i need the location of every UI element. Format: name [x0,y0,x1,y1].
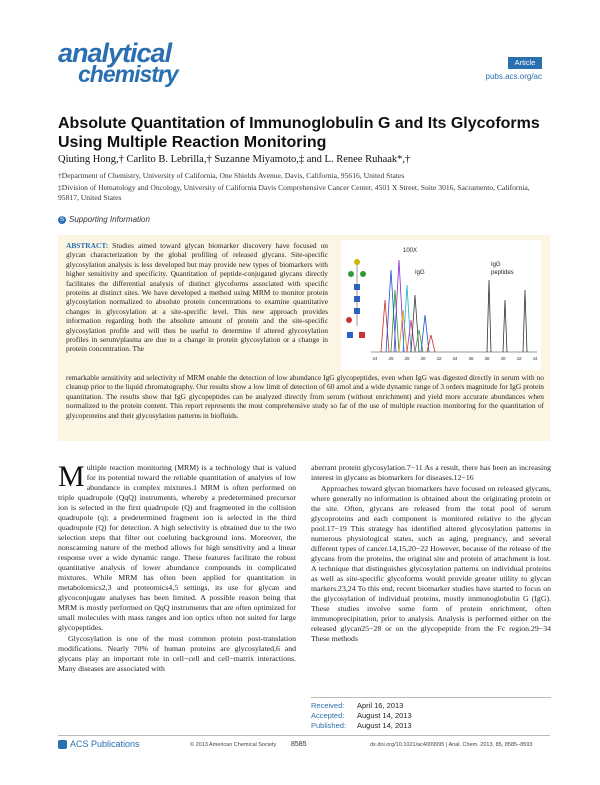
copyright-notice: © 2013 American Chemical Society [190,742,277,748]
logo-line-1: analytical [58,38,172,68]
affiliation-2: ‡Division of Hematology and Oncology, University of California Davis Comprehensive Cancer Center, 4501 X Street, Suite 3016, Sacramento, California, 95817, United States [58,183,530,202]
author-list: Qiuting Hong,† Carlito B. Lebrilla,† Suzanne Miyamoto,‡ and L. Renee Ruhaak*,† [58,154,411,165]
received-label: Received: [311,701,345,710]
abstract-text-top [66,241,328,354]
abstract-label: ABSTRACT: [66,241,109,250]
toc-graphic [341,240,541,370]
article-badge: Article [508,57,542,69]
peptide-peaks [487,280,527,352]
page-number: 8585 [291,741,307,748]
axis-tick-label: 32 [436,356,442,361]
body-paragraph-3: aberrant protein glycosylation.7−11 As a result, there has been an increasing interest in glycans as biomarkers for diseases.12−16 [311,463,551,482]
accepted-label: Accepted: [311,711,345,720]
logo-line-2: chemistry [78,61,178,87]
label-igg-2: IgG [491,262,501,268]
journal-logo [58,40,238,92]
supporting-info-label: Supporting Information [69,215,150,224]
body-paragraph-4: Approaches toward glycan biomarkers have focused on released glycans, where generally no information is obtained about the originating protein or the site. Often, glycans are released from the total pool of serum glycoproteins and each component is monitored relative to the glycan pool.17−19 This strategy has identified altered glycosylation patterns in numerous physiological states, such as aging, pregnancy, and several different types of cancer.14,15,20−22 However, because of the release of the glycans from the proteins, the original site and protein of attachment is lost. A technique that distinguishes glycosylation patterns on individual proteins as well as site-specific glycoforms would provide greater utility to glycan markers.23,24 To this end, recent biomarker studies have started to focus on the glycosylation of individual proteins, mostly immunoglobulin G (IgG). These studies involve some form of protein enrichment, often immunoprecipitation, prior to analysis. Analysis is performed either on the released glycan25−28 or on the glycopeptide from the Fc region.29−34 These methods [311,484,551,643]
toc-chromatogram [341,240,541,370]
axis-tick-label: 44 [532,356,538,361]
accepted-row [311,711,551,721]
acs-publications-label: ACS Publications [70,739,140,749]
published-label: Published: [311,721,347,730]
glycan-structure-icon [346,259,366,338]
axis-tick-label: 38 [484,356,490,361]
axis-tick-labels [372,356,538,361]
published-date: August 14, 2013 [357,721,412,730]
axis-tick-label: 28 [404,356,410,361]
body-column-right [311,463,551,644]
axis-tick-label: 36 [468,356,474,361]
axis-tick-label: 26 [388,356,394,361]
published-row [311,721,551,731]
accepted-date: August 14, 2013 [357,711,412,720]
date-block [311,697,551,731]
acs-publications-logo[interactable] [58,739,140,749]
supporting-info-link[interactable] [58,215,150,224]
supporting-info-icon: S [59,216,64,223]
article-title: Absolute Quantitation of Immunoglobulin G and Its Glycoforms Using Multiple Reaction Monitoring [58,115,540,151]
received-row [311,701,551,711]
axis-tick-label: 24 [372,356,378,361]
doi-link[interactable]: dx.doi.org/10.1021/ac4009995 | Anal. Chem. 2013, 85, 8585−8593 [370,742,533,748]
footer-divider [58,735,550,736]
axis-tick-label: 42 [516,356,522,361]
abstract-body-top: Studies aimed toward glycan biomarker discovery have focused on glycan characterization by the global profiling of released glycans. Site-specific glycosylation analysis is less developed but may provide new types of biomarkers with higher sensitivity and specificity. Quantitation of peptide-conjugated glycans directly facilitates the differential analysis of distinct glycoforms associated with specific proteins at distinct sites. We have developed a method using MRM to monitor protein glycosylation normalized to absolute protein concentrations to examine quantitative changes in glycosylation at a site-specific level. This new approach provides information regarding both the absolute amount of protein and the site-specific glycosylation profile and will thus be useful to determine if altered glycosylation profiles in serum/plasma are due to a change in protein glycosylation or a change in protein concentration. The [66,241,328,354]
body-column-left [58,460,296,674]
label-igg-1: IgG [415,270,425,276]
glycopeptide-peaks [381,260,435,352]
label-100x: 100X [403,248,418,254]
axis-tick-label: 40 [500,356,506,361]
axis-tick-label: 30 [420,356,426,361]
abstract-body-bottom: remarkable sensitivity and selectivity of MRM enable the detection of low abundance IgG glycopeptides, even when IgG was digested directly in serum with no cleanup prior to the liquid chromatography. Our results show a low limit of detection of 60 amol and a wide dynamic range of 3 orders magnitude for IgG protein quantitation. The results show that IgG glycopeptides can be analyzed directly from serum (without enrichment) and yield more accurate abundances when normalized to the protein content. This report represents the most comprehensive study so far of the use of multiple reaction monitoring for the quantitation of glycoproteins and their glycosylation patterns in biofluids. [66,373,544,420]
body-paragraph-1: ultiple reaction monitoring (MRM) is a technology that is valued for its potential toward the reliable quantitation of analytes of low abundance in complex mixtures.1 MRM is often performed on triple quadrupole (QqQ) instruments, whereby a predetermined precursor ion is selected in the first quadrupole (Q) and fragmented in the collision quadrupole (q); a predetermined fragment ion is selected in the third quadrupole (Q) for detection. A high selectivity is obtained due to the two selection steps that filter out coeluting background ions. Moreover, the nonscanning nature of the method allows for high sensitivity and a linear response over a wide dynamic range. These features facilitate the robust quantitative analysis of lower abundance compounds in complicated mixtures. While MRM has often been applied for quantitation in metabolomics2,3 and proteomics4,5 settings, its use for glycan and glycoconjugate analyses has been limited. A possible reason being that MRM is mostly performed on QqQ instruments that are often optimized for small molecules with mass ranges and ion optics often not suited for large glycopeptides. [58,463,296,632]
axis-tick-label: 34 [452,356,458,361]
journal-url-link[interactable]: pubs.acs.org/ac [485,72,542,81]
received-date: April 16, 2013 [357,701,404,710]
drop-cap: M [58,460,85,493]
acs-hex-icon [58,740,67,749]
body-paragraph-2: Glycosylation is one of the most common protein post-translation modifications. Nearly 70% of human proteins are glycosylated,6 and glycans play an important role in cell−cell and cell−matrix interactions. Many diseases are associated with [58,634,296,673]
affiliation-1: †Department of Chemistry, University of California, One Shields Avenue, Davis, California, 95616, United States [58,171,405,180]
label-peptides: peptides [491,270,514,276]
